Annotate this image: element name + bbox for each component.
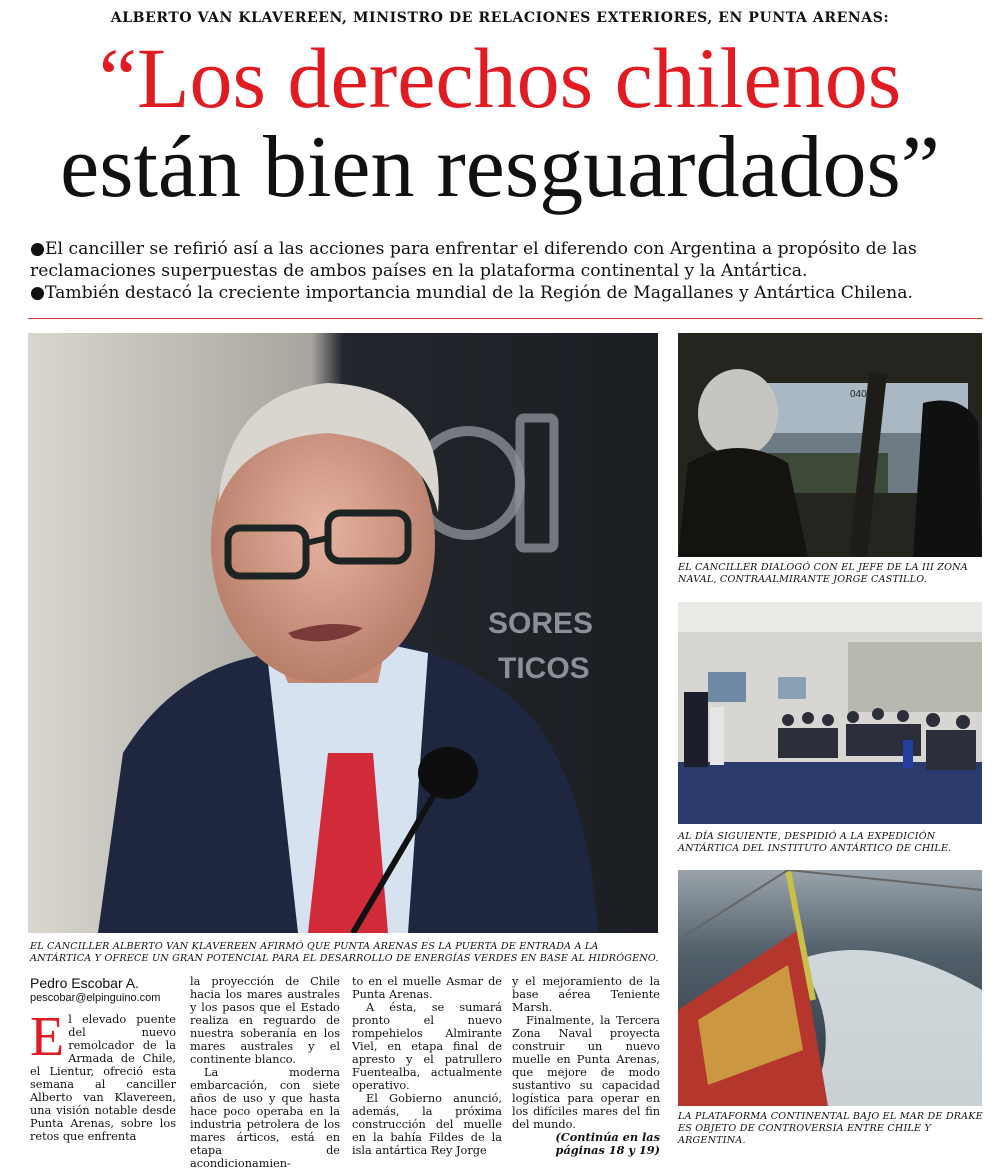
headline-line-1: “Los derechos chilenos bbox=[98, 30, 902, 126]
summary-bullets bbox=[30, 238, 980, 304]
article-paragraph: to en el muelle Asmar de Punta Arenas. bbox=[352, 975, 502, 1001]
backdrop-logo-text: SORES bbox=[488, 607, 594, 640]
article-paragraph: Finalmente, la Tercera Zona Naval proyecta construir un nuevo muelle en Punta Arenas, que mejore de modo sustantivo su capacidad logística para operar en los difíciles mares del fin del mundo. bbox=[512, 1014, 660, 1131]
photo-caption: AL DÍA SIGUIENTE, DESPIDIÓ A LA EXPEDICIÓN ANTÁRTICA DEL INSTITUTO ANTÁRTICO DE CHILE. bbox=[678, 831, 952, 854]
photo-bridge-conversation bbox=[678, 333, 982, 557]
drop-cap: E bbox=[30, 1006, 65, 1068]
article-paragraph: l elevado puente del nuevo remolcador de la Armada de Chile, el Lientur, ofreció esta semana al canciller Alberto van Klavereen, una visión notable desde Punta Arenas, sobre los retos que enfrenta bbox=[30, 1013, 176, 1143]
byline-email[interactable]: pescobar@elpinguino.com bbox=[30, 992, 161, 1004]
article-column-4 bbox=[512, 975, 660, 1157]
backdrop-logo-text: TICOS bbox=[498, 652, 590, 685]
article-paragraph: y el mejoramiento de la base aérea Teniente Marsh. bbox=[512, 975, 660, 1014]
continued-note: (Continúa en las páginas 18 y 19) bbox=[555, 1130, 660, 1157]
article-column-1 bbox=[30, 1006, 176, 1143]
photo-ship-drake-passage bbox=[678, 870, 982, 1106]
summary-bullet: ●También destacó la creciente importancia mundial de la Región de Magallanes y Antártica Chilena. bbox=[30, 283, 913, 303]
photo-caption: LA PLATAFORMA CONTINENTAL BAJO EL MAR DE DRAKE ES OBJETO DE CONTROVERSIA ENTRE CHILE Y ARGENTINA. bbox=[678, 1111, 983, 1146]
article-column-3 bbox=[352, 975, 502, 1157]
main-photo-minister bbox=[28, 333, 658, 933]
headline-line-2: están bien resguardados” bbox=[60, 119, 940, 216]
article-column-2 bbox=[190, 975, 340, 1170]
divider-rule bbox=[28, 318, 983, 319]
main-photo-caption: EL CANCILLER ALBERTO VAN KLAVEREEN AFIRMÓ QUE PUNTA ARENAS ES LA PUERTA DE ENTRADA A LA ANTÁRTICA Y OFRECE UN GRAN POTENCIAL PARA EL DESARROLLO DE ENERGÍAS VERDES EN BASE AL HIDRÓGENO. bbox=[30, 941, 659, 964]
kicker: ALBERTO VAN KLAVEREEN, MINISTRO DE RELACIONES EXTERIORES, EN PUNTA ARENAS: bbox=[110, 10, 890, 26]
ship-number-text: 040 bbox=[850, 389, 867, 400]
article-paragraph: El Gobierno anunció, además, la próxima construcción del muelle en la bahía Fildes de la isla antártica Rey Jorge bbox=[352, 1092, 502, 1157]
article-paragraph: la proyección de Chile hacia los mares australes y los pasos que el Estado realiza en reguardo de nuestra soberanía en los mares australes y el continente blanco. bbox=[190, 975, 340, 1066]
article-paragraph: A ésta, se sumará pronto el nuevo rompehielos Almirante Viel, en etapa final de apresto y el patrullero Fuentealba, actualmente operativo. bbox=[352, 1001, 502, 1092]
photo-expedition-audience bbox=[678, 602, 982, 824]
summary-bullet: ●El canciller se refirió así a las acciones para enfrentar el diferendo con Argentina a propósito de las reclamaciones superpuestas de ambos países en la plataforma continental y la Antártica. bbox=[30, 239, 917, 281]
article-paragraph: La moderna embarcación, con siete años de uso y que hasta hace poco operaba en la industria petrolera de los mares árticos, está en etapa de acondicionamien- bbox=[190, 1066, 340, 1170]
photo-caption: EL CANCILLER DIALOGÓ CON EL JEFE DE LA III ZONA NAVAL, CONTRAALMIRANTE JORGE CASTILLO. bbox=[678, 562, 968, 585]
byline-author: Pedro Escobar A. bbox=[30, 975, 139, 991]
